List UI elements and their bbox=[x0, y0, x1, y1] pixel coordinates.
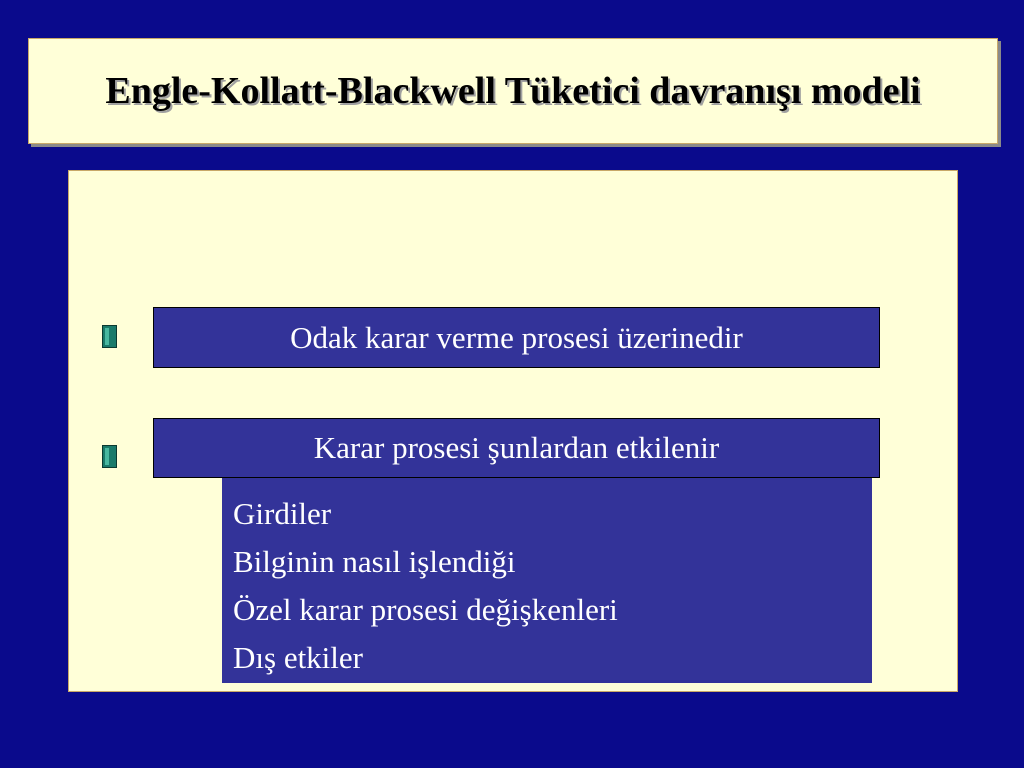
list-item: Girdiler bbox=[233, 496, 332, 531]
bullet-bar-focus bbox=[153, 307, 880, 368]
bullet-square-icon bbox=[102, 325, 117, 348]
list-item: Bilginin nasıl işlendiği bbox=[233, 544, 516, 579]
bullet-text-influence: Karar prosesi şunlardan etkilenir bbox=[313, 430, 720, 465]
title-box bbox=[28, 38, 998, 144]
slide-title: Engle-Kollatt-Blackwell Tüketici davranışı modeli bbox=[105, 70, 921, 112]
bullet-text-focus: Odak karar verme prosesi üzerinedir bbox=[290, 319, 743, 355]
bullet-square-icon bbox=[102, 445, 117, 468]
list-item: Özel karar prosesi değişkenleri bbox=[233, 592, 618, 627]
bullet-bar-influence bbox=[153, 418, 880, 478]
list-item: Dış etkiler bbox=[233, 640, 363, 675]
influences-list bbox=[222, 478, 872, 683]
